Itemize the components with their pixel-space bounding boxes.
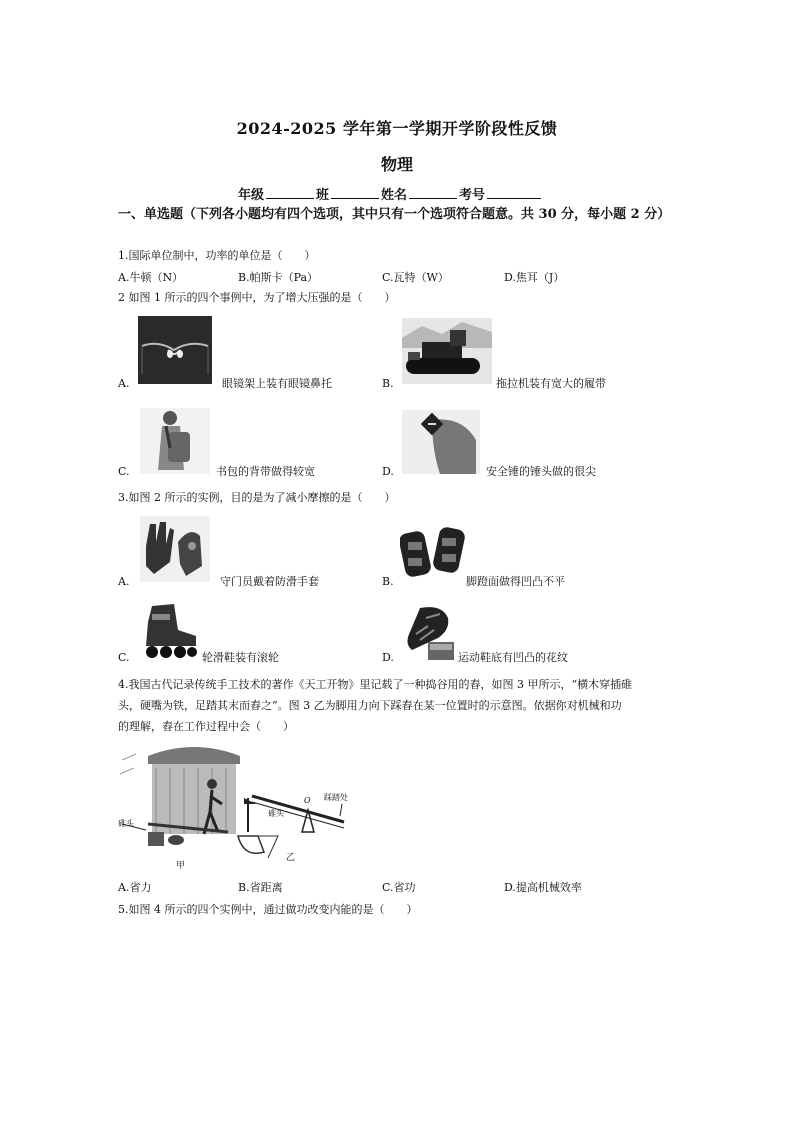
q4-stem-line-3: 的理解，舂在工作过程中会（ ） xyxy=(118,720,294,733)
question-3-stem: 3.如图 2 所示的实例，目的是为了减小摩擦的是（ ） xyxy=(118,491,396,504)
q1-option-c: C.瓦特（W） xyxy=(382,271,449,284)
subject-title: 物理 xyxy=(380,155,413,174)
class-label: 班 xyxy=(316,188,330,203)
page-title: 2024-2025 学年第一学期开学阶段性反馈 xyxy=(236,119,558,138)
q3-option-a-letter: A. xyxy=(118,575,130,588)
name-blank[interactable] xyxy=(409,186,457,199)
q3-option-c-letter: C. xyxy=(118,651,130,664)
q4-option-c: C.省功 xyxy=(382,881,416,894)
safety-hammer-icon xyxy=(402,410,480,474)
q2-option-c-letter: C. xyxy=(118,465,130,478)
q2-option-d-text: 安全锤的锤头做的很尖 xyxy=(486,465,596,478)
q3-option-c-text: 轮滑鞋装有滚轮 xyxy=(202,651,279,664)
tractor-icon xyxy=(402,318,492,384)
q3-option-d-text: 运动鞋底有凹凸的花纹 xyxy=(458,651,568,664)
label-jia: 甲 xyxy=(176,861,186,871)
question-1-stem: 1.国际单位制中，功率的单位是（ ） xyxy=(118,249,316,262)
q4-stem-line-1: 4.我国古代记录传统手工技术的著作《天工开物》里记载了一种捣谷用的舂，如图 3 甲所示，“横木穿插碓 xyxy=(118,678,633,691)
exam-no-blank[interactable] xyxy=(487,186,541,199)
pedals-icon xyxy=(400,522,466,582)
q1-option-b: B.帕斯卡（Pa） xyxy=(238,271,319,284)
question-2-stem: 2 如图 1 所示的四个事例中，为了增大压强的是（ ） xyxy=(118,291,396,304)
q2-option-d-letter: D. xyxy=(382,465,394,478)
q4-option-d: D.提高机械效率 xyxy=(504,881,582,894)
q3-option-d-letter: D. xyxy=(382,651,394,664)
label-duitou-lever: 碓头 xyxy=(268,809,284,818)
glasses-icon xyxy=(138,316,212,384)
q3-option-a-text: 守门员戴着防滑手套 xyxy=(220,575,319,588)
grade-label: 年级 xyxy=(238,188,265,203)
question-5-stem: 5.如图 4 所示的四个实例中，通过做功改变内能的是（ ） xyxy=(118,903,418,916)
q4-option-b: B.省距离 xyxy=(238,881,283,894)
student-info-line xyxy=(238,184,543,203)
q4-option-a: A.省力 xyxy=(118,881,152,894)
q4-stem-line-2: 头，硬嘴为铁，足踏其末而舂之”。图 3 乙为脚用力向下踩舂在某一位置时的示意图。依据你对机械和功 xyxy=(118,699,622,712)
exam-no-label: 考号 xyxy=(459,188,486,203)
q3-option-b-letter: B. xyxy=(382,575,394,588)
section-heading: 一、单选题（下列各小题均有四个选项，其中只有一个选项符合题意。共 30 分，每小题 2 分） xyxy=(118,207,671,222)
name-label: 姓名 xyxy=(381,188,408,203)
q2-option-b-text: 拖拉机装有宽大的履带 xyxy=(496,377,606,390)
roller-skate-icon xyxy=(138,600,200,662)
shoe-sole-icon xyxy=(402,604,458,662)
grade-blank[interactable] xyxy=(266,186,314,199)
q2-option-c-text: 书包的背带做得较宽 xyxy=(216,465,315,478)
backpack-icon xyxy=(140,408,210,474)
label-yi: 乙 xyxy=(286,853,296,863)
q2-option-a-letter: A. xyxy=(118,377,130,390)
class-blank[interactable] xyxy=(331,186,379,199)
q1-option-d: D.焦耳（J） xyxy=(504,271,565,284)
q2-option-a-text: 眼镜架上装有眼镜鼻托 xyxy=(222,377,332,390)
label-duitou: 碓头 xyxy=(118,819,134,828)
mortar-figure xyxy=(118,740,364,874)
question-4-stem xyxy=(118,674,678,737)
gloves-icon xyxy=(140,516,210,582)
q1-option-a: A.牛顿（N） xyxy=(118,271,184,284)
q2-option-b-letter: B. xyxy=(382,377,394,390)
label-caita: 踩踏处 xyxy=(324,793,348,802)
label-pivot-o: O xyxy=(304,796,311,805)
q3-option-b-text: 脚蹬面做得凹凸不平 xyxy=(466,575,565,588)
